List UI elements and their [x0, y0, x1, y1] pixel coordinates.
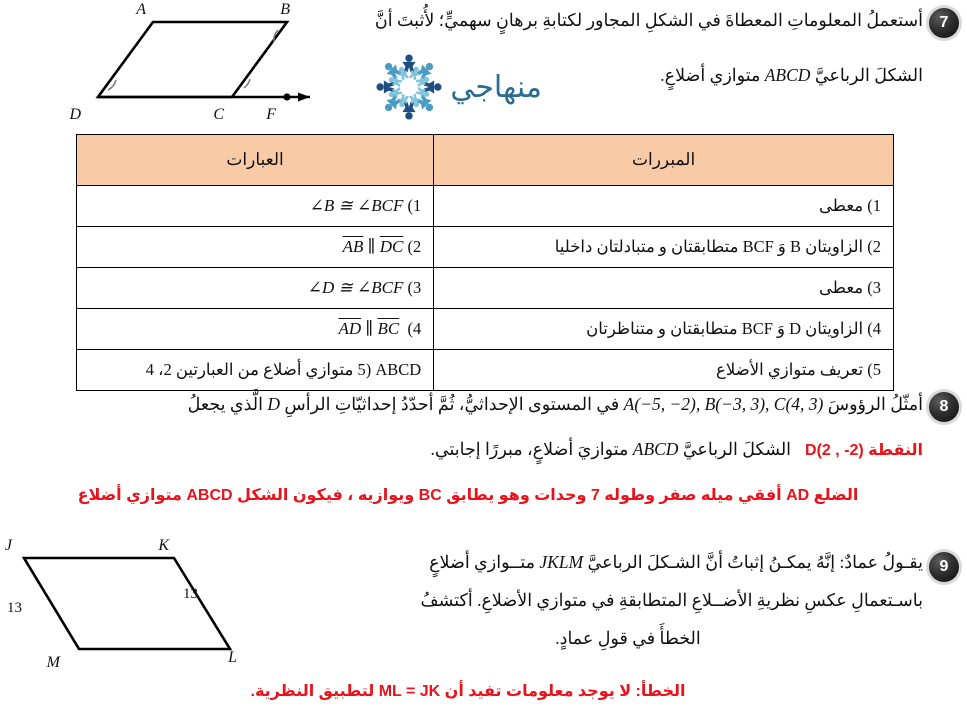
vertex-label-c: C [213, 106, 224, 123]
q7-line2-math: ABCD [764, 64, 811, 85]
statement-math-3: ∠D ≅ ∠BCF [307, 278, 404, 297]
q8-l1-math2: D [267, 394, 280, 414]
reason-number-3: 3 [872, 278, 881, 297]
side-length-kl: 13 [183, 586, 198, 602]
reason-text-4: الزاويتان D وَ BCF متطابقتان و متناظرتان [586, 319, 864, 338]
reason-text-2: الزاويتان B وَ BCF متطابقتان و متبادلتان داخليا [554, 237, 864, 256]
reason-text-1: معطى [819, 196, 864, 215]
statement-cell-3: 3) ∠D ≅ ∠BCF [77, 268, 434, 309]
q7-line2-post: متوازي أضلاعٍ. [660, 64, 761, 85]
q8-l1-a: أمثّلُ الرؤوسَ [827, 394, 923, 414]
vertex-label-l: L [228, 649, 237, 666]
reason-number-2: 2 [872, 237, 881, 256]
reason-text-3: معطى [819, 278, 864, 297]
reason-cell-5: 5) تعريف متوازي الأضلاع [434, 350, 894, 391]
reason-text-5: تعريف متوازي الأضلاع [716, 360, 864, 379]
q8-l1-c: الَّذي يجعلُ [187, 394, 263, 414]
question-8-text [13, 390, 923, 464]
statement-number-4: 4 [412, 319, 422, 338]
question-8-line-1 [13, 390, 923, 419]
statement-cell-2: 2) $\overline{AB}$ ∥ $\overline{DC}$ [77, 227, 434, 268]
table-header-row [77, 135, 894, 186]
side-length-jm: 13 [7, 600, 22, 616]
statement-number-1: 1 [412, 196, 422, 215]
vertex-label-b: B [280, 1, 290, 18]
question-9-line-1 [333, 548, 923, 577]
reason-cell-1: 1) معطى [434, 186, 894, 227]
q9-l1-a: يقـولُ عمادٌ: إنَّهُ يمكـنُ إثباتُ أنَّ الشـكلَ الرباعيَّ [587, 552, 923, 572]
statement-cell-5: 5) ABCD متوازي أضلاع من العبارتين 2، 4 [77, 350, 434, 391]
two-column-proof-table [76, 134, 894, 391]
column-header-statements: العبارات [77, 135, 434, 186]
statement-math-1: ∠B ≅ ∠BCF [309, 196, 404, 215]
table-row [77, 309, 894, 350]
question-number-badge-7: 7 [929, 8, 959, 38]
q9-l1-math: JKLM [539, 552, 584, 572]
q8-l1-b: في المستوى الإحداثيُّ، ثُمَّ أحدّدُ إحداثيّاتِ الرأسِ [284, 394, 620, 414]
statement-math-4: $\overline{AD}$ ∥ $\overline{BC}$ [338, 319, 400, 338]
question-8-red-answer-line [13, 480, 923, 509]
question-number-badge-8: 8 [929, 392, 959, 422]
reason-number-5: 5 [872, 360, 881, 379]
question-7-line-1: أستعملُ المعلوماتِ المعطاةَ في الشكلِ المجاور لكتابةِ برهانٍ سهميٍّ؛ لأُثبتَ أنَّ [374, 10, 923, 30]
table-row [77, 350, 894, 391]
table-row [77, 268, 894, 309]
figure-parallelogram-abcd [10, 0, 330, 128]
reason-cell-3: 3) معطى [434, 268, 894, 309]
statement-cell-4: 4) $\overline{AD}$ ∥ $\overline{BC}$ [77, 309, 434, 350]
q9-red-answer-text: الخطأ: لا يوجد معلومات تفيد أن ML = JK لتطبيق النظرية. [250, 683, 686, 700]
q8-l2-post: متوازيَ أضلاعٍ، مبررًا إجابتي. [430, 438, 629, 459]
reason-number-1: 1 [872, 196, 881, 215]
reason-cell-2: 2) الزاويتان B وَ BCF متطابقتان و متبادلتان داخليا [434, 227, 894, 268]
q8-l2-pre: الشكلَ الرباعيَّ [682, 438, 792, 459]
q8-l1-math: A(−5, −2), B(−3, 3), C(4, 3) [623, 394, 824, 414]
reason-cell-4: 4) الزاويتان D وَ BCF متطابقتان و متناظرتان [434, 309, 894, 350]
vertex-label-d: D [69, 106, 81, 123]
column-header-reasons: المبررات [434, 135, 894, 186]
figure-parallelogram-jklm [2, 528, 277, 676]
q9-l1-b: متــوازي أضلاعٍ [429, 552, 536, 572]
table-row [77, 227, 894, 268]
question-9-line-3: الخطأَ في قولِ عمادٍ. [555, 627, 701, 648]
vertex-label-m: M [46, 654, 60, 671]
question-9-red-answer-line [13, 676, 923, 705]
statement-cell-1: 1) ∠B ≅ ∠BCF [77, 186, 434, 227]
q8-l2-wrap [431, 435, 791, 464]
statement-math-2: $\overline{AB}$ ∥ $\overline{DC}$ [342, 237, 404, 256]
people-circle-logo-icon [372, 50, 446, 124]
manhaji-logo [357, 48, 542, 126]
q8-red-answer-text: الضلع AD أفقي ميله صفر وطوله 7 وحدات وهو يطابق BC ويوازيه ، فيكون الشكل ABCD متوازي أضلاع [77, 487, 859, 504]
question-9-line-2: باسـتعمالِ عكسِ نظريةِ الأضــلاعِ المتطابقةِ في متوازي الأضلاعِ. أكتشفُ [420, 589, 923, 610]
statement-text-5: ABCD متوازي أضلاع من العبارتين 2، 4 [145, 360, 422, 379]
question-number-badge-9: 9 [929, 552, 959, 582]
vertex-label-k: K [158, 537, 169, 554]
table-row [77, 186, 894, 227]
statement-number-2: 2 [412, 237, 422, 256]
vertex-label-j: J [4, 537, 12, 554]
reason-number-4: 4 [872, 319, 881, 338]
question-9-text [333, 548, 923, 662]
q7-line2-pre: الشكلَ الرباعيَّ [814, 64, 923, 85]
statement-number-5: 5 [357, 360, 366, 379]
q8-answer-point: النقطة (2- , 2)D [805, 441, 923, 459]
vertex-label-a: A [136, 1, 146, 18]
point-label-f: F [266, 106, 276, 123]
q8-l2-math: ABCD [632, 438, 679, 459]
question-8-line-2 [13, 435, 923, 464]
statement-number-3: 3 [412, 278, 422, 297]
logo-wordmark: منهاجي [450, 69, 542, 105]
